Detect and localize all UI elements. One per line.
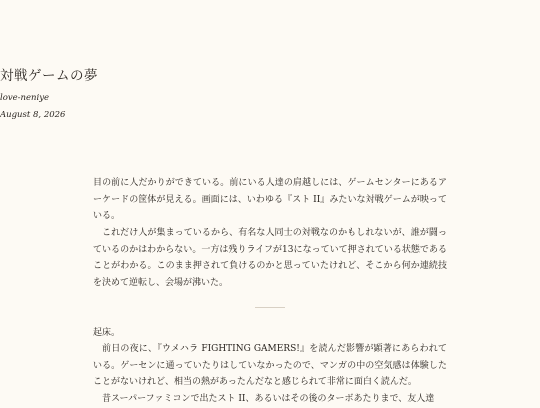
article-title: 対戦ゲームの夢 — [0, 68, 98, 84]
article-date: August 8, 2026 — [0, 110, 66, 120]
article-author[interactable]: love-neniye — [0, 93, 50, 103]
section-divider — [255, 307, 285, 308]
paragraph-1: 目の前に人だかりができている。前にいる人達の肩越しには、ゲームセンターにあるアーケードの筐体が見える。画面には、いわゆる『スト II』みたいな対戦ゲームが映っている。 — [93, 178, 447, 221]
paragraph-2: これだけ人が集まっているから、有名な人同士の対戦なのかもしれないが、誰が闘っているのかはわからない。一方は残りライフが13になっていて押されている状態であることがわかる。このまま押されて負けるのかと思っていたけれど、そこから何か連続技を決めて逆転し、会場が沸いた。 — [93, 228, 447, 288]
paragraph-3: 起床。 — [93, 328, 121, 338]
paragraph-5: 昔スーパーファミコンで出たスト II、あるいはその後のターボあたりまで、友人達 — [102, 394, 435, 404]
paragraph-4: 前日の夜に、『ウメハラ FIGHTING GAMERS!』を読んだ影響が顕著にあらわれている。ゲーセンに通っていたりはしていなかったので、マンガの中の空気感は体験したことがないけれど、相当の熱があったんだなと感じられて非常に面白く読んだ。 — [93, 344, 447, 387]
